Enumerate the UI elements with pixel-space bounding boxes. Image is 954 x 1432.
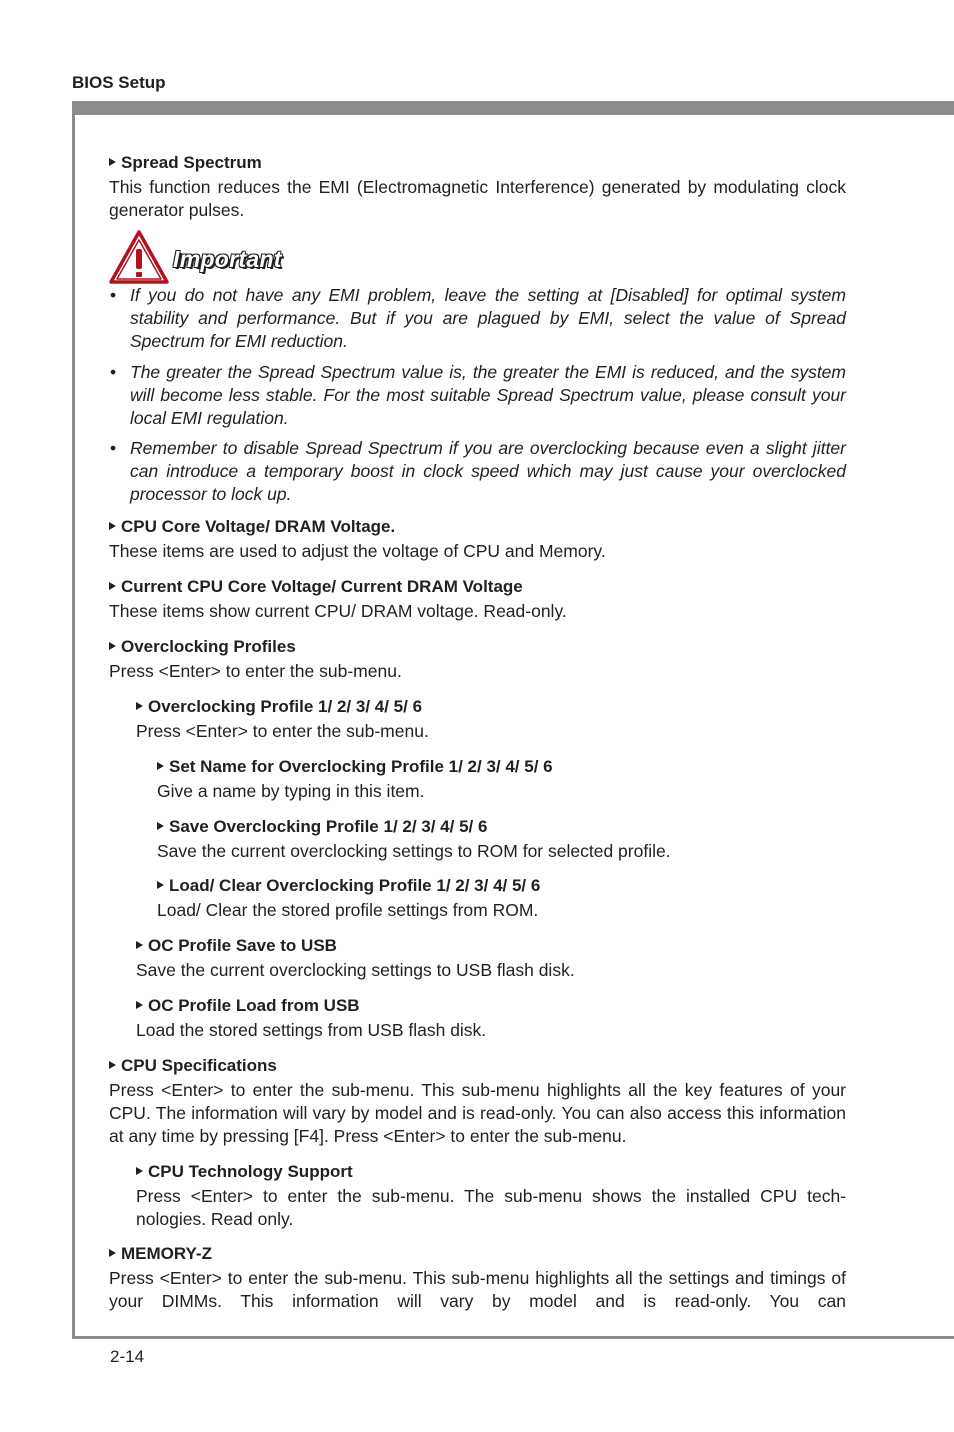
item-description: Load the stored settings from USB flash disk. — [136, 1020, 487, 1040]
arrow-right-icon — [109, 1061, 116, 1069]
arrow-right-icon — [157, 881, 164, 889]
item-title: CPU Core Voltage/ DRAM Voltage. — [121, 517, 396, 536]
item-cpu-core-voltage — [109, 516, 846, 563]
item-title: Load/ Clear Overclocking Profile 1/ 2/ 3/ 4/ 5/ 6 — [169, 876, 541, 895]
arrow-right-icon — [136, 1167, 143, 1175]
item-description: Give a name by typing in this item. — [157, 781, 425, 801]
item-title: Save Overclocking Profile 1/ 2/ 3/ 4/ 5/ 6 — [169, 817, 488, 836]
item-description: Press <Enter> to enter the sub-menu. This sub-menu highlights all the settings and timings of your DIMMs. This information will vary by model and is read-only. You can — [109, 1268, 846, 1311]
item-cpu-technology-support — [136, 1161, 846, 1231]
important-label: Important — [173, 246, 282, 272]
arrow-right-icon — [136, 941, 143, 949]
important-callout — [108, 229, 408, 285]
item-description: Save the current overclocking settings to ROM for selected profile. — [157, 841, 671, 861]
arrow-right-icon — [136, 1001, 143, 1009]
left-border-rule — [72, 101, 75, 1339]
list-item: • If you do not have any EMI problem, leave the setting at [Disabled] for optimal system stability and performance. But if you are plagued by EMI, select the value of Spread Spectrum for EMI reduction. — [110, 285, 846, 351]
list-item: • The greater the Spread Spectrum value is, the greater the EMI is reduced, and the system will become less stable. For the most suitable Spread Spectrum value, please consult your local EMI regulation. — [110, 362, 846, 428]
item-title: Spread Spectrum — [121, 153, 262, 172]
arrow-right-icon — [109, 582, 116, 590]
item-overclocking-profiles — [109, 636, 846, 683]
item-description: Press <Enter> to enter the sub-menu. The sub-menu shows the installed CPU tech-nologies. Read only. — [136, 1186, 846, 1229]
item-overclocking-profile-n — [136, 696, 846, 743]
item-title: MEMORY-Z — [121, 1244, 212, 1263]
item-title: Set Name for Overclocking Profile 1/ 2/ 3/ 4/ 5/ 6 — [169, 757, 553, 776]
list-item: • Remember to disable Spread Spectrum if you are overclocking because even a slight jitter can introduce a temporary boost in clock speed which may just cause your overclocked processor to lock up. — [110, 438, 846, 504]
item-title: Overclocking Profiles — [121, 637, 296, 656]
arrow-right-icon — [136, 702, 143, 710]
header-bar — [72, 101, 954, 115]
item-title: Overclocking Profile 1/ 2/ 3/ 4/ 5/ 6 — [148, 697, 423, 716]
bottom-border-rule — [72, 1336, 954, 1339]
item-description: Load/ Clear the stored profile settings from ROM. — [157, 900, 539, 920]
item-oc-save-usb — [136, 935, 846, 982]
item-spread-spectrum — [109, 152, 846, 222]
item-description: This function reduces the EMI (Electromagnetic Interference) generated by modulating clock generator pulses. — [109, 177, 846, 220]
item-description: Press <Enter> to enter the sub-menu. — [109, 661, 402, 681]
arrow-right-icon — [109, 642, 116, 650]
item-title: Current CPU Core Voltage/ Current DRAM Voltage — [121, 577, 523, 596]
item-description: Save the current overclocking settings to USB flash disk. — [136, 960, 575, 980]
item-current-cpu-voltage — [109, 576, 846, 623]
arrow-right-icon — [157, 822, 164, 830]
arrow-right-icon — [109, 522, 116, 530]
warning-triangle-icon — [108, 229, 170, 285]
arrow-right-icon — [157, 762, 164, 770]
item-description: These items are used to adjust the voltage of CPU and Memory. — [109, 541, 606, 561]
item-title: CPU Technology Support — [148, 1162, 353, 1181]
item-cpu-specifications — [109, 1055, 846, 1148]
arrow-right-icon — [109, 1249, 116, 1257]
page-number: 2-14 — [110, 1347, 145, 1366]
item-description: Press <Enter> to enter the sub-menu. — [136, 721, 429, 741]
item-title: OC Profile Load from USB — [148, 996, 360, 1015]
item-description: These items show current CPU/ DRAM voltage. Read-only. — [109, 601, 567, 621]
item-set-name — [157, 756, 846, 803]
item-title: CPU Specifications — [121, 1056, 277, 1075]
item-oc-load-usb — [136, 995, 846, 1042]
item-title: OC Profile Save to USB — [148, 936, 337, 955]
item-save-profile — [157, 816, 846, 863]
item-memory-z — [109, 1243, 846, 1313]
arrow-right-icon — [109, 158, 116, 166]
item-load-clear-profile — [157, 875, 846, 922]
item-description: Press <Enter> to enter the sub-menu. This sub-menu highlights all the key features of your CPU. The information will vary by model and is read-only. You can also access this information at any time by pressing [F4]. Press <Enter> to enter the sub-menu. — [109, 1080, 846, 1146]
page-header-title: BIOS Setup — [72, 73, 166, 92]
important-bullet-list — [108, 284, 846, 506]
